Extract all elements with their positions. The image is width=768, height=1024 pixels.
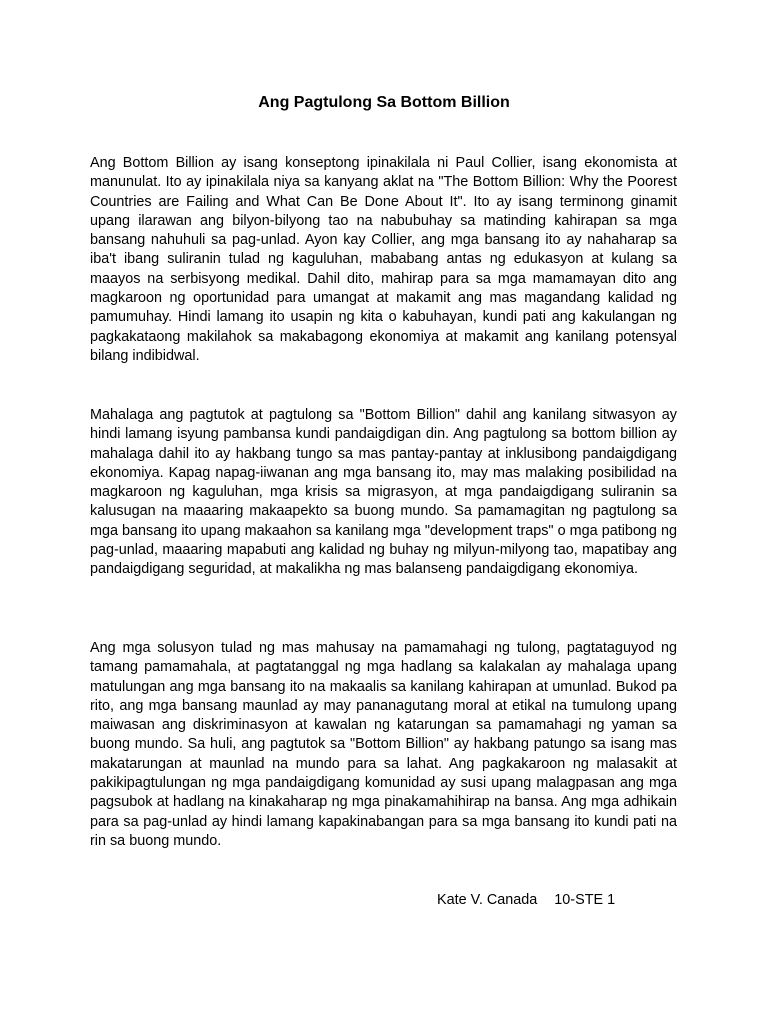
class-section: 10-STE 1 (554, 892, 616, 908)
document-title: Ang Pagtulong Sa Bottom Billion (258, 94, 510, 111)
paragraph-3: Ang mga solusyon tulad ng mas mahusay na pamamahagi ng tulong, pagtataguyod ng tamang pamamahala, at pagtatanggal ng mga hadlang sa kalakalan ay mahalaga upang matulungan ang mga bansang ito na makaalis sa kanilang kahirapan at umunlad. Bukod pa rito, ang mga bansang maunlad ay may pananagutang moral at etikal na tumulong upang maiwasan ang diskriminasyon at kawalan ng katarungan sa pamamahagi ng yaman sa buong mundo. Sa huli, ang pagtutok sa "Bottom Billion" ay hakbang patungo sa isang mas makatarungan at maunlad na mundo para sa lahat. Ang pagkakaroon ng malasakit at pakikipagtulungan ng mga pandaigdigang komunidad ay susi upang malagpasan ang mga pagsubok at hadlang na kinakaharap ng mga pinakamahihirap na bansa. Ang mga adhikain para sa pag-unlad ay hindi lamang kapakinabangan para sa mga bansang ito kundi pati na rin sa buong mundo. (90, 640, 677, 849)
paragraph-1: Ang Bottom Billion ay isang konseptong ipinakilala ni Paul Collier, isang ekonomista at manunulat. Ito ay ipinakilala niya sa kanyang aklat na "The Bottom Billion: Why the Poorest Countries are Failing and What Can Be Done About It". Ito ay isang terminong ginamit upang ilarawan ang bilyon-bilyong tao na nabubuhay sa matinding kahirapan sa mga bansang nahuhuli sa pag-unlad. Ayon kay Collier, ang mga bansang ito ay nahaharap sa iba't ibang suliranin tulad ng kaguluhan, mababang antas ng edukasyon at kulang sa maayos na serbisyong medikal. Dahil dito, mahirap para sa mga mamamayan dito ang magkaroon ng oportunidad para umangat at makamit ang mas magandang kalidad ng pamumuhay. Hindi lamang ito usapin ng kita o kabuhayan, kundi pati ang kakulangan ng pagkakataong makilahok sa makabagong ekonomiya at makamit ang kanilang potensyal bilang indibidwal. (90, 155, 677, 364)
paragraph-2: Mahalaga ang pagtutok at pagtulong sa "Bottom Billion" dahil ang kanilang sitwasyon ay hindi lamang isyung pambansa kundi pandaigdigan din. Ang pagtulong sa bottom billion ay mahalaga dahil ito ay hakbang tungo sa mas pantay-pantay at inklusibong pandaigdigang ekonomiya. Kapag napag-iiwanan ang mga bansang ito, may mas malaking posibilidad na magkaroon ng kaguluhan, mga krisis sa migrasyon, at mga pandaigdigang suliranin sa kalusugan na maaaring makaapekto sa buong mundo. Sa pamamagitan ng pagtulong sa mga bansang ito upang makaahon sa kanilang mga "development traps" o mga patibong ng pag-unlad, maaaring mapabuti ang kalidad ng buhay ng milyun-milyong tao, mapatibay ang pandaigdigang seguridad, at makalikha ng mas balanseng pandaigdigang ekonomiya. (90, 407, 677, 578)
signature-line (437, 891, 615, 910)
author-name: Kate V. Canada (437, 892, 538, 908)
